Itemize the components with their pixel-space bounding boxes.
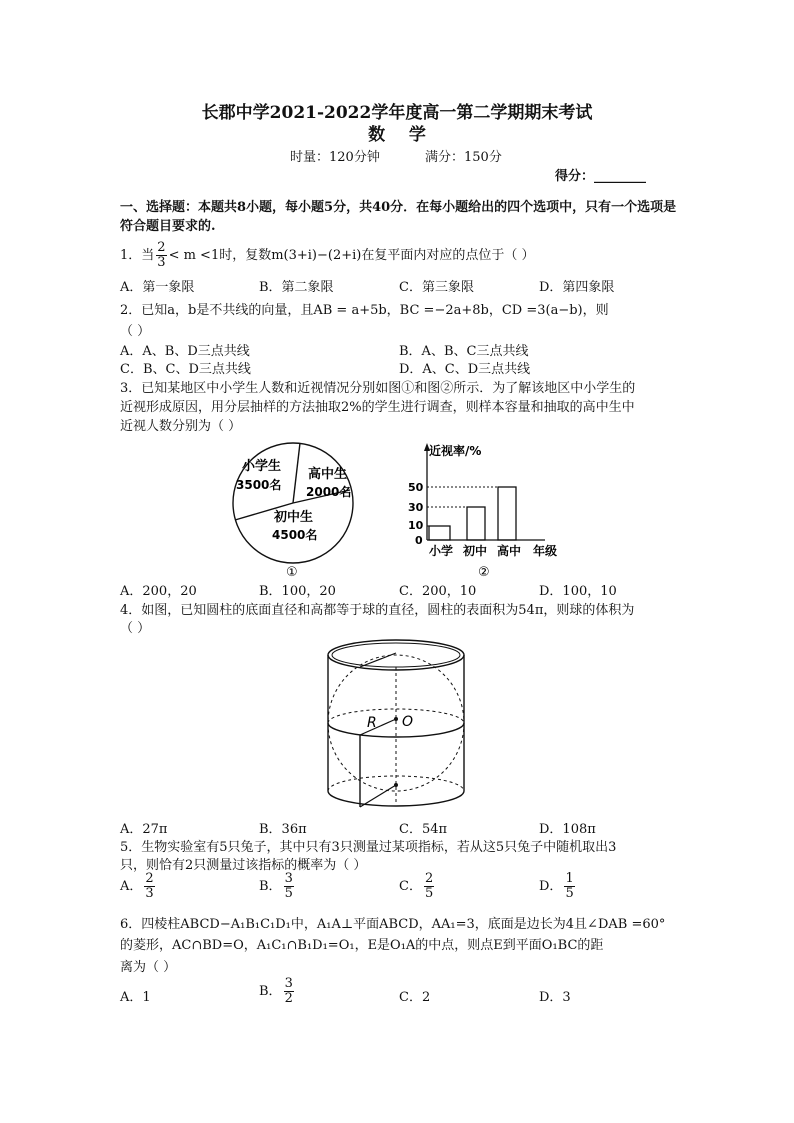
exam-title: 长郡中学2021-2022学年度高一第二学期期末考试 — [201, 103, 593, 123]
q5-option-b — [259, 872, 296, 901]
bar-figure — [405, 440, 575, 582]
q6-option-c: C．2 — [399, 990, 431, 1005]
bar-cat-high: 高中 — [497, 544, 522, 558]
bar-primary — [429, 526, 450, 540]
bar-x-label: 年级 — [533, 544, 558, 558]
bar-tick-0: 0 — [415, 534, 423, 547]
q5-d-letter: D． — [539, 879, 563, 894]
pie-count-high: 2000名 — [306, 485, 352, 499]
q5-c-letter: C． — [399, 879, 422, 894]
pie-caption: ① — [286, 565, 298, 580]
q1-option-a: A．第一象限 — [120, 280, 195, 295]
label-r: R — [367, 715, 377, 731]
q4-option-d: D．108π — [539, 822, 596, 837]
bar-caption: ② — [478, 565, 490, 580]
bar-cat-middle: 初中 — [463, 544, 488, 558]
q1-option-d: D．第四象限 — [539, 280, 615, 295]
question-5-line1: 5．生物实验室有5只兔子，其中只有3只测量过某项指标，若从这5只兔子中随机取出3 — [120, 840, 617, 855]
q5-b-den: 5 — [284, 886, 293, 901]
pie-label-primary: 小学生 — [242, 459, 282, 474]
radius-line — [360, 719, 396, 735]
q2-option-c: C．B、C、D三点共线 — [120, 362, 251, 377]
bottom-radius — [360, 785, 396, 807]
q5-c-den: 5 — [424, 886, 434, 901]
question-4-line1: 4．如图，已知圆柱的底面直径和高都等于球的直径，圆柱的表面积为54π，则球的体积为 — [120, 603, 635, 618]
pie-divider-1 — [293, 443, 300, 503]
q3-option-c: C．200，10 — [399, 584, 477, 599]
q5-c-num: 2 — [424, 871, 434, 886]
question-6-line1: 6．四棱柱ABCD−A₁B₁C₁D₁中，A₁A⊥平面ABCD，AA₁=3，底面是边长为4且∠DAB =60° — [120, 917, 666, 932]
label-o: O — [402, 714, 414, 730]
bar-y-label: 近视率/% — [429, 444, 482, 458]
center-point — [394, 717, 398, 721]
q5-a-den: 3 — [145, 886, 154, 901]
q6-option-d: D．3 — [539, 990, 571, 1005]
subject-title: 数 学 — [368, 125, 426, 145]
q1-option-b: B．第二象限 — [259, 280, 334, 295]
q1-text: < m <1时，复数m(3+i)−(2+i)在复平面内对应的点位于（ ） — [168, 248, 535, 263]
q1-fraction — [156, 241, 166, 270]
bar-cat-primary: 小学 — [429, 544, 454, 558]
q5-option-d — [539, 872, 577, 901]
bar-high — [498, 487, 516, 540]
pie-label-middle: 初中生 — [274, 510, 314, 525]
q1-option-c: C．第三象限 — [399, 280, 474, 295]
q5-d-den: 5 — [565, 886, 574, 901]
bar-tick-10: 10 — [408, 519, 424, 532]
section-heading: 一、选择题：本题共8小题，每小题5分，共40分．在每小题给出的四个选项中，只有一个选项是符合题目要求的. — [120, 200, 677, 234]
q1-frac-den: 3 — [157, 255, 166, 270]
q5-d-num: 1 — [565, 871, 574, 886]
question-1 — [120, 241, 535, 270]
bar-middle — [467, 507, 485, 540]
q1-frac-num: 2 — [157, 240, 166, 255]
question-2: 2．已知a，b是不共线的向量，且AB = a+5b，BC =−2a+8b，CD =3(a−b)，则 — [120, 303, 609, 318]
q4-option-a: A．27π — [120, 822, 168, 837]
time-limit: 时量：120分钟 — [290, 150, 380, 165]
pie-label-high: 高中生 — [308, 467, 348, 482]
q2-paren: （ ） — [120, 324, 151, 339]
full-score: 满分：150分 — [425, 150, 502, 165]
bottom-center-point — [394, 783, 398, 787]
q3-option-b: B．100，20 — [259, 584, 336, 599]
question-3-line1: 3．已知某地区中小学生人数和近视情况分别如图①和图②所示．为了解该地区中小学生的 — [120, 381, 636, 396]
q1-prefix: 1．当 — [120, 248, 155, 263]
q6-b-den: 2 — [284, 991, 293, 1006]
question-3-line2: 近视形成原因，用分层抽样的方法抽取2%的学生进行调查，则样本容量和抽取的高中生中 — [120, 400, 635, 415]
q2-option-a: A．A、B、D三点共线 — [120, 344, 250, 359]
question-6-line2: 的菱形，AC∩BD=O，A₁C₁∩B₁D₁=O₁，E是O₁A的中点，则点E到平面O₁BC的距 — [120, 938, 604, 953]
q5-option-c — [399, 872, 436, 901]
bar-tick-30: 30 — [408, 501, 424, 514]
q2-option-d: D．A、C、D三点共线 — [399, 362, 531, 377]
q6-b-num: 3 — [284, 976, 293, 991]
pie-count-middle: 4500名 — [272, 528, 318, 542]
pie-count-primary: 3500名 — [236, 478, 282, 492]
q5-option-a — [120, 872, 157, 901]
pie-figure — [230, 440, 360, 580]
question-3-line3: 近视人数分别为（ ） — [120, 419, 242, 434]
cylinder-sphere-figure — [325, 635, 470, 815]
question-4-line2: （ ） — [120, 621, 151, 636]
q5-a-letter: A． — [120, 879, 143, 894]
q3-option-d: D．100，10 — [539, 584, 617, 599]
question-6-line3: 离为（ ） — [120, 960, 177, 975]
score-field: 得分：________ — [555, 169, 647, 184]
q4-option-c: C．54π — [399, 822, 448, 837]
q5-a-num: 2 — [145, 871, 154, 886]
question-5-line2: 只，则恰有2只测量过该指标的概率为（ ） — [120, 858, 367, 873]
q6-option-a: A．1 — [120, 990, 151, 1005]
q3-option-a: A．200，20 — [120, 584, 197, 599]
q5-b-num: 3 — [284, 871, 293, 886]
q6-b-letter: B． — [259, 984, 282, 999]
q5-b-letter: B． — [259, 879, 282, 894]
q2-option-b: B．A、B、C三点共线 — [399, 344, 529, 359]
top-radius — [360, 653, 396, 667]
q4-option-b: B．36π — [259, 822, 307, 837]
q6-option-b — [259, 977, 296, 1006]
bar-tick-50: 50 — [408, 481, 424, 494]
